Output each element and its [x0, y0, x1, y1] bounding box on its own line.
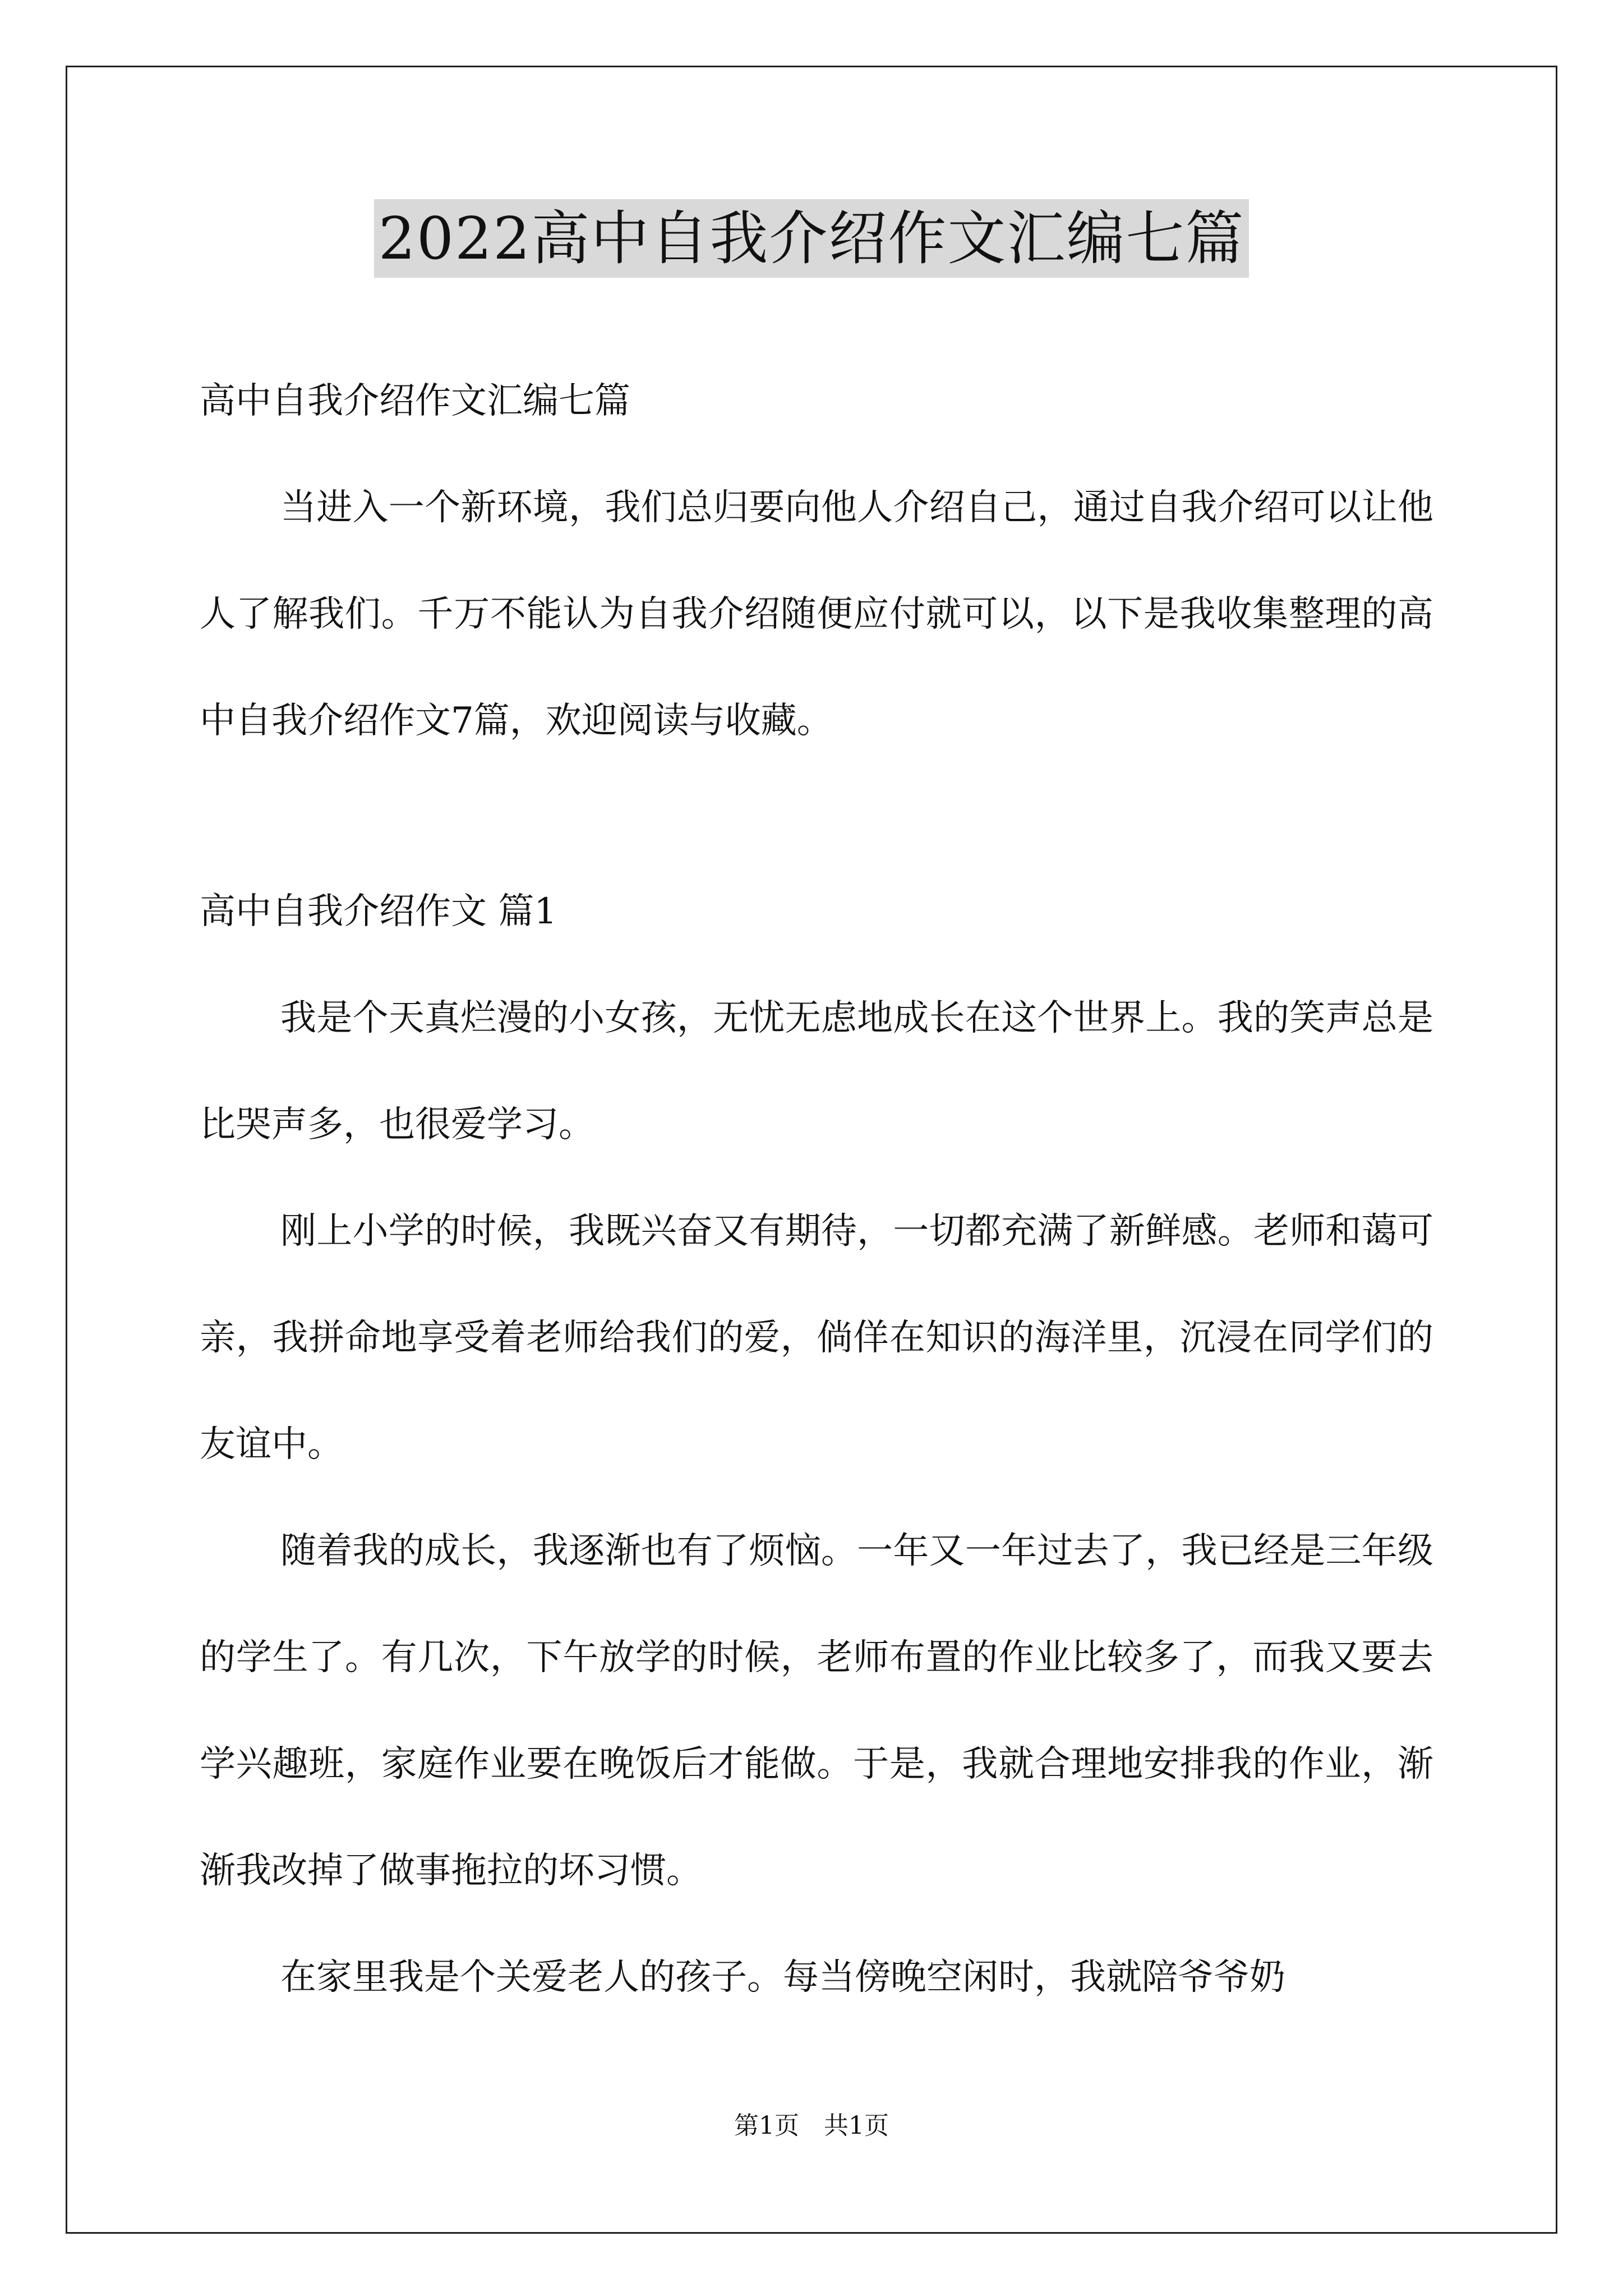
section-heading: 高中自我介绍作文 篇1 [200, 891, 557, 932]
section-spacer [200, 774, 1433, 858]
page-number: 第1页 [734, 2111, 799, 2140]
document-body [200, 348, 1433, 2031]
document-title: 2022高中自我介绍作文汇编七篇 [374, 199, 1249, 278]
title-container [0, 199, 1623, 278]
document-subtitle: 高中自我介绍作文汇编七篇 [200, 380, 630, 422]
intro-paragraph: 当进入一个新环境，我们总归要向他人介绍自己，通过自我介绍可以让他人了解我们。千万不能认为自我介绍随便应付就可以，以下是我收集整理的高中自我介绍作文7篇，欢迎阅读与收藏。 [200, 487, 1433, 742]
body-paragraph: 我是个天真烂漫的小女孩，无忧无虑地成长在这个世界上。我的笑声总是比哭声多，也很爱学习。 [200, 997, 1433, 1145]
body-paragraph: 刚上小学的时候，我既兴奋又有期待，一切都充满了新鲜感。老师和蔼可亲，我拼命地享受着老师给我们的爱，倘佯在知识的海洋里，沉浸在同学们的友谊中。 [200, 1211, 1433, 1465]
page-footer [0, 2109, 1623, 2143]
page-total: 共1页 [824, 2111, 889, 2140]
body-paragraph: 随着我的成长，我逐渐也有了烦恼。一年又一年过去了，我已经是三年级的学生了。有几次，下午放学的时候，老师布置的作业比较多了，而我又要去学兴趣班，家庭作业要在晚饭后才能做。于是，我就合理地安排我的作业，渐渐我改掉了做事拖拉的坏习惯。 [200, 1530, 1433, 1892]
body-paragraph: 在家里我是个关爱老人的孩子。每当傍晚空闲时，我就陪爷爷奶 [280, 1957, 1285, 1998]
